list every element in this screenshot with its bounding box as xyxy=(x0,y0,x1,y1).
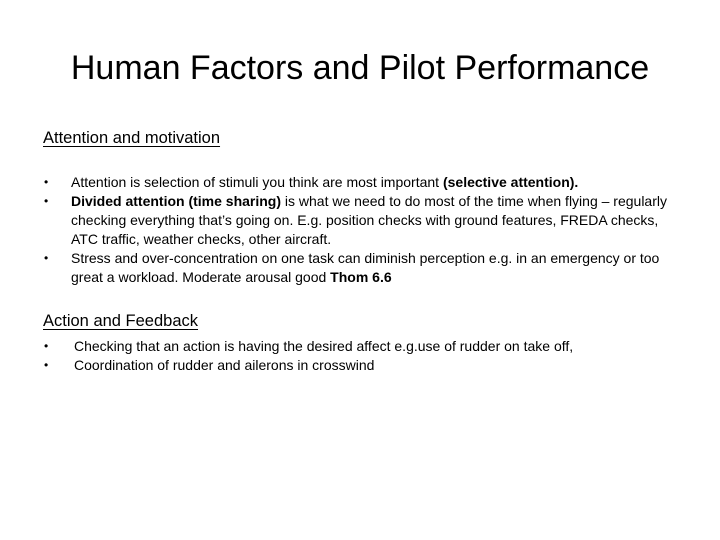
list-item xyxy=(0,192,671,249)
list-item xyxy=(0,249,671,287)
section-heading-action-feedback: Action and Feedback xyxy=(43,312,199,330)
bullet-text: Coordination of rudder and ailerons in crosswind xyxy=(74,357,375,373)
bullet-text-plain: Stress and over-concentration on one task can diminish perception e.g. in an emergency or too great a workload. Moderate arousal good xyxy=(71,250,660,285)
list-item xyxy=(0,173,671,192)
bullet-text: Checking that an action is having the desired affect e.g.use of rudder on take off, xyxy=(74,338,574,354)
list-item xyxy=(0,337,694,356)
section-heading-attention: Attention and motivation xyxy=(43,129,221,147)
bullet-icon: • xyxy=(44,339,49,353)
bullet-text xyxy=(71,173,671,192)
slide-title: Human Factors and Pilot Performance xyxy=(70,49,650,87)
bullet-list-attention xyxy=(0,173,671,287)
bullet-text-bold: Thom 6.6 xyxy=(330,269,392,285)
bullet-icon: • xyxy=(44,175,49,189)
bullet-icon: • xyxy=(44,358,49,372)
bullet-text-bold: Divided attention (time sharing) xyxy=(71,193,282,209)
bullet-text xyxy=(71,249,671,287)
bullet-text-plain: is what we need to do most of the time when flying – regularly checking everything that’s going on. E.g. position checks with ground features, FREDA checks, ATC traffic, weather checks, other aircraft. xyxy=(71,193,667,247)
bullet-text-bold: (selective attention). xyxy=(442,174,579,190)
list-item xyxy=(0,356,694,375)
bullet-text-plain: Attention is selection of stimuli you think are most important xyxy=(71,174,443,190)
bullet-list-action-feedback xyxy=(0,337,694,375)
bullet-text xyxy=(71,192,671,249)
bullet-icon: • xyxy=(44,251,49,265)
bullet-icon: • xyxy=(44,194,49,208)
